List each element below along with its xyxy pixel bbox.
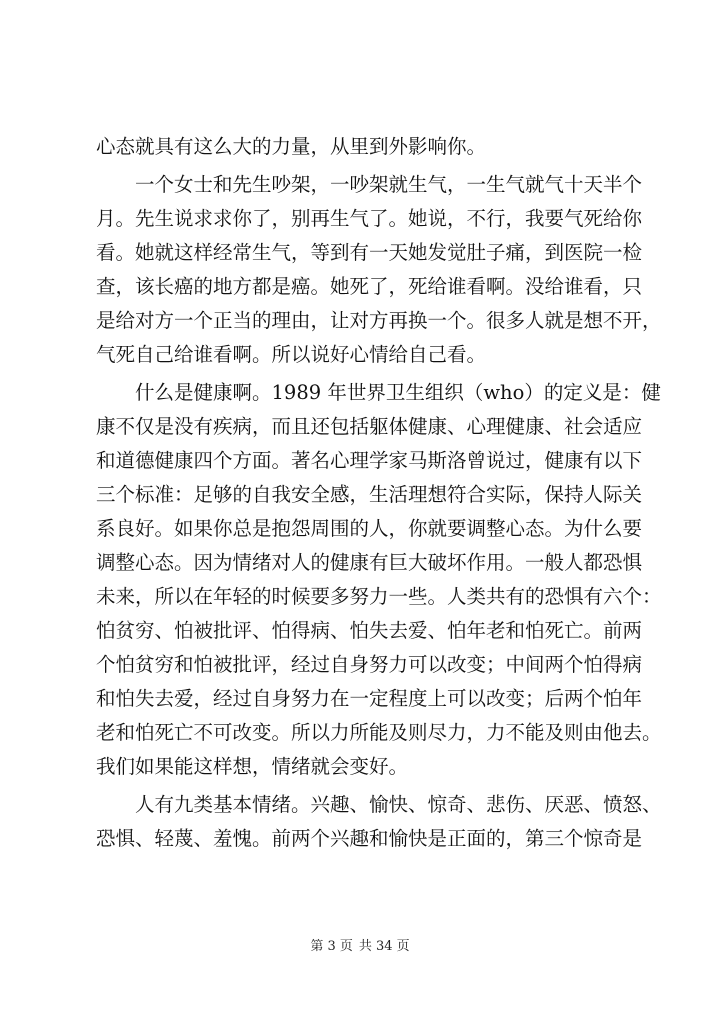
text-line: 是给对方一个正当的理由，让对方再换一个。很多人就是想不开， bbox=[96, 309, 662, 332]
text-line: 怕贫穷、怕被批评、怕得病、怕失去爱、怕年老和怕死亡。前两 bbox=[96, 619, 643, 642]
text-line: 和道德健康四个方面。著名心理学家马斯洛曾说过，健康有以下 bbox=[96, 449, 643, 472]
text-line: 老和怕死亡不可改变。所以力所能及则尽力，力不能及则由他去。 bbox=[96, 721, 662, 744]
text-line: 我们如果能这样想，情绪就会变好。 bbox=[96, 755, 409, 778]
text-line: 系良好。如果你总是抱怨周围的人，你就要调整心态。为什么要 bbox=[96, 517, 643, 540]
paragraph bbox=[96, 376, 662, 784]
text-line: 气死自己给谁看啊。所以说好心情给自己看。 bbox=[96, 343, 487, 366]
text-line: 调整心态。因为情绪对人的健康有巨大破坏作用。一般人都恐惧 bbox=[96, 551, 643, 574]
paragraph bbox=[96, 168, 662, 372]
text-line: 心态就具有这么大的力量，从里到外影响你。 bbox=[96, 135, 487, 158]
page-footer bbox=[0, 938, 720, 956]
text-line: 人有九类基本情绪。兴趣、愉快、惊奇、悲伤、厌恶、愤怒、 bbox=[135, 793, 662, 816]
text-line: 个怕贫穷和怕被批评，经过自身努力可以改变；中间两个怕得病 bbox=[96, 653, 643, 676]
document-body bbox=[96, 130, 662, 860]
text-line: 看。她就这样经常生气，等到有一天她发觉肚子痛，到医院一检 bbox=[96, 241, 643, 264]
paragraph bbox=[96, 788, 662, 856]
text-line: 三个标准：足够的自我安全感，生活理想符合实际，保持人际关 bbox=[96, 483, 643, 506]
text-line: 康不仅是没有疾病，而且还包括躯体健康、心理健康、社会适应 bbox=[96, 415, 643, 438]
text-line: 一个女士和先生吵架，一吵架就生气，一生气就气十天半个 bbox=[135, 173, 643, 196]
text-line: 查，该长癌的地方都是癌。她死了，死给谁看啊。没给谁看，只 bbox=[96, 275, 643, 298]
page-number: 第 3 页 bbox=[310, 939, 353, 954]
text-line: 恐惧、轻蔑、羞愧。前两个兴趣和愉快是正面的，第三个惊奇是 bbox=[96, 827, 643, 850]
text-line: 月。先生说求求你了，别再生气了。她说，不行，我要气死给你 bbox=[96, 207, 643, 230]
paragraph bbox=[96, 130, 628, 164]
page-total: 共 34 页 bbox=[358, 939, 410, 954]
text-line: 和怕失去爱，经过自身努力在一定程度上可以改变；后两个怕年 bbox=[96, 687, 643, 710]
text-line: 未来，所以在年轻的时候要多努力一些。人类共有的恐惧有六个： bbox=[96, 585, 662, 608]
text-line: 什么是健康啊。1989 年世界卫生组织（who）的定义是：健 bbox=[135, 381, 661, 404]
